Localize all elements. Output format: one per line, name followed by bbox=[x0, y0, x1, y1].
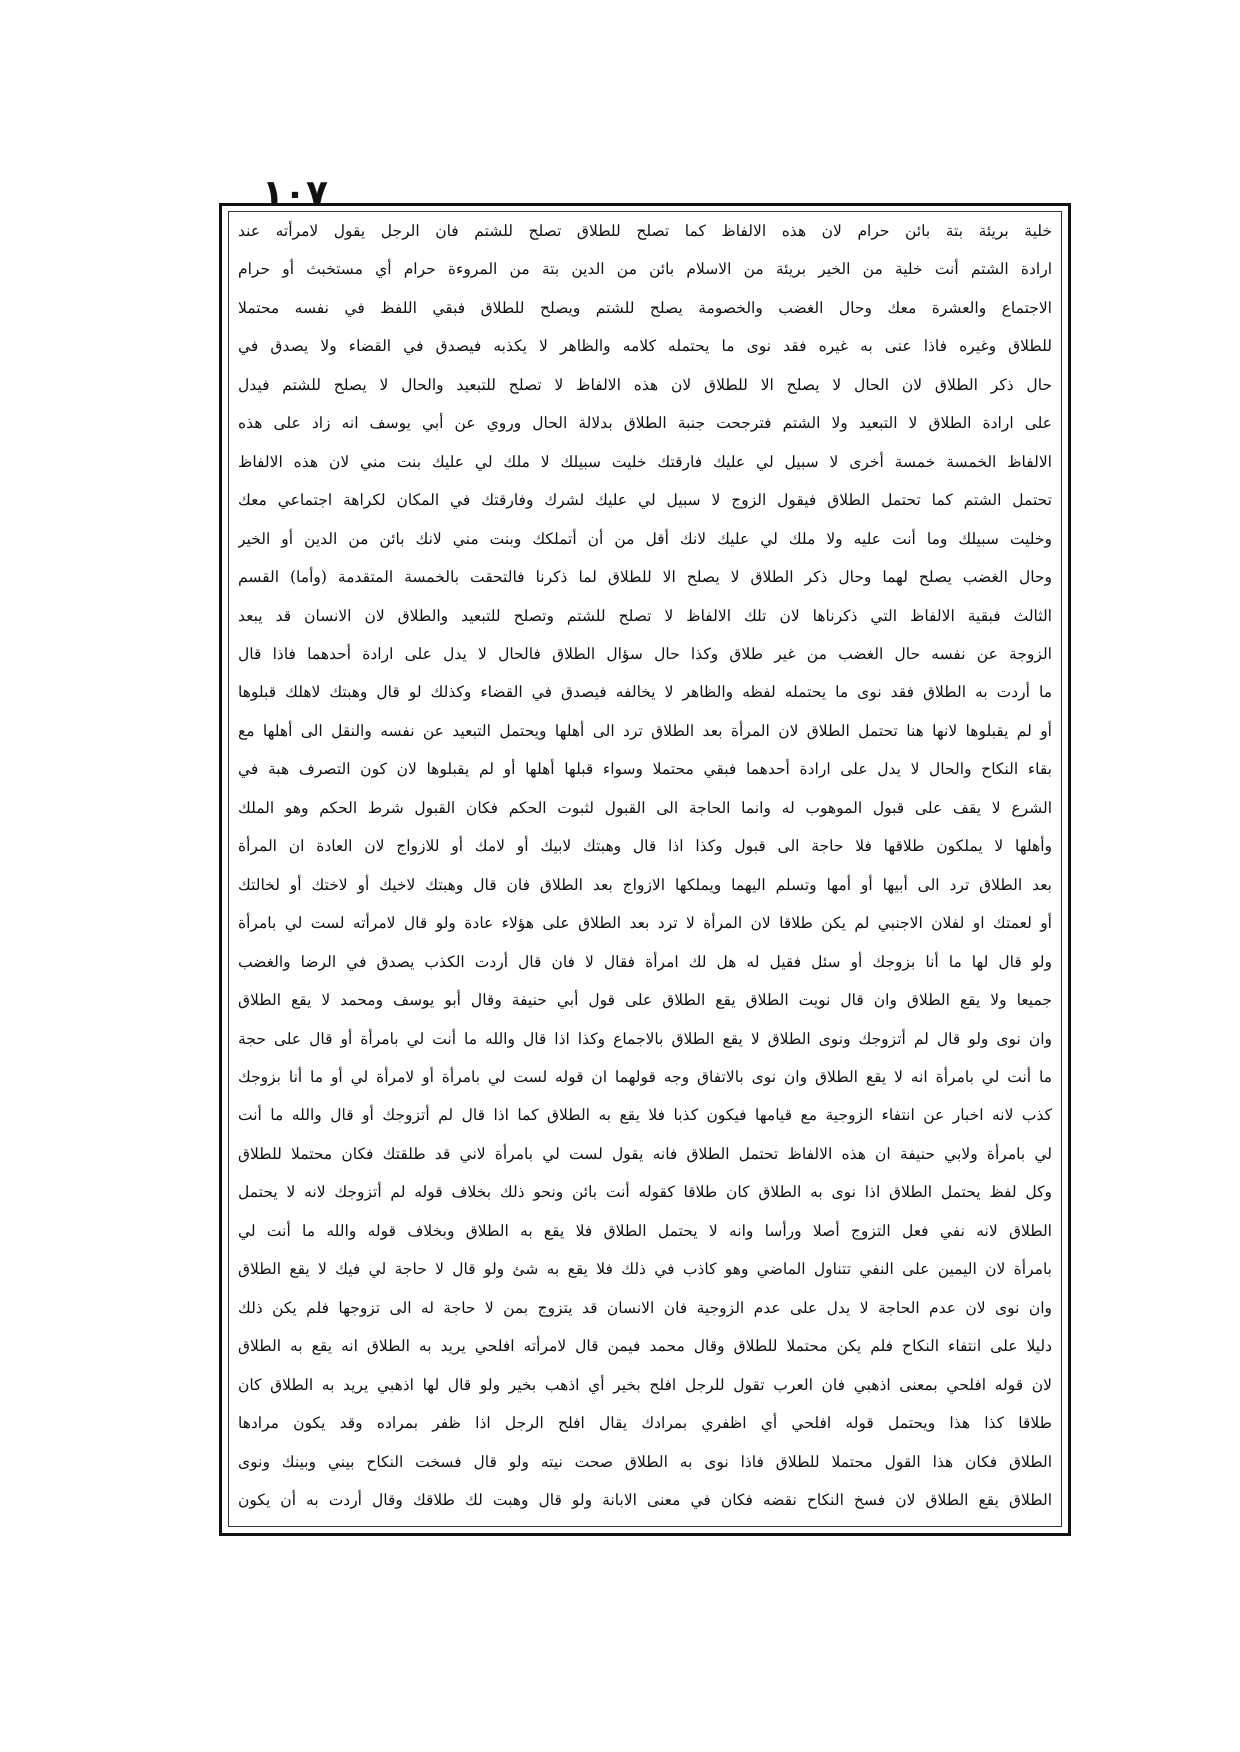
text-line: بعد الطلاق ترد الى أبيها أو أمها وتسلم اليهما ويملكها الازواج بعد الطلاق فان قال وهبتك لاخيك أو لاختك أو لخالتك bbox=[238, 875, 1052, 894]
text-line: الطلاق يقع الطلاق لان فسخ النكاح نقضه فكان في معنى الابانة ولو قال وهبت لك طلاقك وقال أردت به أن يكون bbox=[238, 1490, 1052, 1509]
text-line: كذب لانه اخبار عن انتفاء الزوجية مع قيامها فيكون كذبا فلا يقع به الطلاق كما اذا قال لم أتزوجك أو قال والله ما أنت bbox=[238, 1106, 1052, 1125]
text-line: ما أردت به الطلاق فقد نوى ما يحتمله لفظه والظاهر لا يخالفه فيصدق في القضاء وكذلك لو قال وهبتك لاهلك قبلوها bbox=[238, 683, 1052, 702]
main-text-block bbox=[238, 216, 1052, 1516]
text-line: جميعا ولا يقع الطلاق وان قال نويت الطلاق يقع الطلاق على قول أبي حنيفة وقال أبو يوسف ومحمد لا يقع الطلاق bbox=[238, 991, 1052, 1010]
text-line: وان نوى ولو قال لم أتزوجك ونوى الطلاق لا يقع الطلاق بالاجماع وكذا اذا قال والله ما أنت لي بامرأة أو قال على حجة bbox=[238, 1029, 1052, 1048]
text-line: الالفاظ الخمسة خمسة أخرى لا سبيل لي عليك فارقتك خليت سبيلك لا ملك لي عليك بنت مني لان هذه الالفاظ bbox=[238, 452, 1052, 471]
text-line: بامرأة لان اليمين على النفي تتناول الماضي وهو كاذب في ذلك فلا يقع به شئ ولو قال لا حاجة لي فيك لا يقع الطلاق bbox=[238, 1260, 1052, 1279]
text-line: الاجتماع والعشرة معك وحال الغضب والخصومة يصلح للشتم ويصلح للطلاق فبقي اللفظ في نفسه محتملا bbox=[238, 298, 1052, 317]
text-line: بقاء النكاح والحال لا يدل على ارادة أحدهما فبقي محتملا وسواء قبلها أهلها أو لم يقبلوها لان كون التصرف هبة في bbox=[238, 760, 1052, 779]
text-line: أو لم يقبلوها لانها هنا تحتمل الطلاق لان المرأة بعد الطلاق ترد الى أهلها ويحتمل التبعيد عن نفسه والنقل الى أهلها مع bbox=[238, 721, 1052, 740]
text-line: تحتمل الشتم كما تحتمل الطلاق فيقول الزوج لا سبيل لي عليك لشرك وفارقتك في المكان لكراهة اجتماعي معك bbox=[238, 491, 1052, 510]
text-line: وخليت سبيلك وما أنت عليه ولا ملك لي عليك لانك أقل من أن أتملكك وبنت مني لانك بائن من الدين أو الخير bbox=[238, 529, 1052, 548]
text-line: دليلا على انتفاء النكاح فلم يكن محتملا للطلاق وقال محمد فيمن قال لامرأته افلحي يريد به الطلاق انه يقع به الطلاق bbox=[238, 1337, 1052, 1356]
page-number: ١٠٧ bbox=[262, 173, 328, 214]
text-line: ما أنت لي بامرأة انه لا يقع الطلاق وان نوى بالاتفاق وجه قولهما ان قوله لست لي بامرأة أو لامرأة لي أو ما أنا بزوجك bbox=[238, 1067, 1052, 1086]
text-line: الثالث فبقية الالفاظ التي ذكرناها لان تلك الالفاظ لا تصلح للشتم وتصلح للتبعيد والطلاق لان الانسان قد يبعد bbox=[238, 606, 1052, 625]
text-line: على ارادة الطلاق لا التبعيد ولا الشتم فترجحت جنبة الطلاق بدلالة الحال وروي عن أبي يوسف انه زاد على هذه bbox=[238, 414, 1052, 433]
text-line: طلاقا كذا هذا ويحتمل قوله افلحي أي اظفري بمرادك يقال افلح الرجل اذا ظفر بمراده وقد يكون مرادها bbox=[238, 1414, 1052, 1433]
text-line: لي بامرأة ولابي حنيفة ان هذه الالفاظ تحتمل الطلاق فانه يقول لست لي بامرأة لاني قد طلقتك فكان محتملا للطلاق bbox=[238, 1144, 1052, 1163]
text-line: الزوجة عن نفسه حال الغضب من غير طلاق وكذا حال سؤال الطلاق فالحال لا يدل على ارادة أحدهما فاذا قال bbox=[238, 644, 1052, 663]
text-line: لان قوله افلحي بمعنى اذهبي فان العرب تقول للرجل افلح بخير أي اذهب بخير ولو قال لها اذهبي يريد به الطلاق كان bbox=[238, 1375, 1052, 1394]
text-line: الطلاق فكان هذا القول محتملا للطلاق فاذا نوى به الطلاق صحت نيته ولو قال فسخت النكاح بيني وبينك ونوى bbox=[238, 1452, 1052, 1471]
text-line: للطلاق وغيره فاذا عنى به غيره فقد نوى ما يحتمله كلامه والظاهر لا يكذبه فيصدق في القضاء ولا يصدق في bbox=[238, 337, 1052, 356]
text-line: وكل لفظ يحتمل الطلاق اذا نوى به الطلاق كان طلاقا كقوله أنت بائن ونحو ذلك بخلاف قوله لم أتزوجك لانه لا يحتمل bbox=[238, 1183, 1052, 1202]
text-line: ولو قال لها ما أنا بزوجك أو سئل فقيل له هل لك امرأة فقال لا فان قال أردت الكذب يصدق في الرضا والغضب bbox=[238, 952, 1052, 971]
text-line: وأهلها لا يملكون طلاقها فلا حاجة الى قبول وكذا اذا قال وهبتك لابيك أو لامك أو للازواج لان العادة ان المرأة bbox=[238, 837, 1052, 856]
text-line: وحال الغضب يصلح لهما وحال ذكر الطلاق لا يصلح الا للطلاق لما ذكرنا فالتحقت بالخمسة المتقدمة (وأما) القسم bbox=[238, 568, 1052, 587]
text-line: حال ذكر الطلاق لان الحال لا يصلح الا للطلاق لان هذه الالفاظ لا تصلح للتبعيد والحال لا يصلح للشتم فيدل bbox=[238, 375, 1052, 394]
text-line: الطلاق لانه نفي فعل التزوج أصلا ورأسا وانه لا يحتمل الطلاق فلا يقع به الطلاق وبخلاف قوله والله ما أنت لي bbox=[238, 1221, 1052, 1240]
text-line: أو لعمتك او لفلان الاجنبي لم يكن طلاقا لان المرأة لا ترد بعد الطلاق على هؤلاء عادة ولو قال لامرأته لست لي بامرأة bbox=[238, 914, 1052, 933]
text-line: خلية بريئة بتة بائن حرام لان هذه الالفاظ كما تصلح للطلاق تصلح للشتم فان الرجل يقول لامرأته عند bbox=[238, 222, 1052, 240]
text-line: الشرع لا يقف على قبول الموهوب له وانما الحاجة الى القبول لثبوت الحكم فكان القبول شرط الحكم وهو الملك bbox=[238, 798, 1052, 817]
text-line: وان نوى لان عدم الحاجة لا يدل على عدم الزوجية فان الانسان قد يتزوج بمن لا حاجة له الى تزوجها فلم يكن ذلك bbox=[238, 1298, 1052, 1317]
text-line: ارادة الشتم أنت خلية من الخير بريئة من الاسلام بائن من الدين بتة من المروءة حرام أي مستخبث أو حرام bbox=[238, 260, 1052, 279]
